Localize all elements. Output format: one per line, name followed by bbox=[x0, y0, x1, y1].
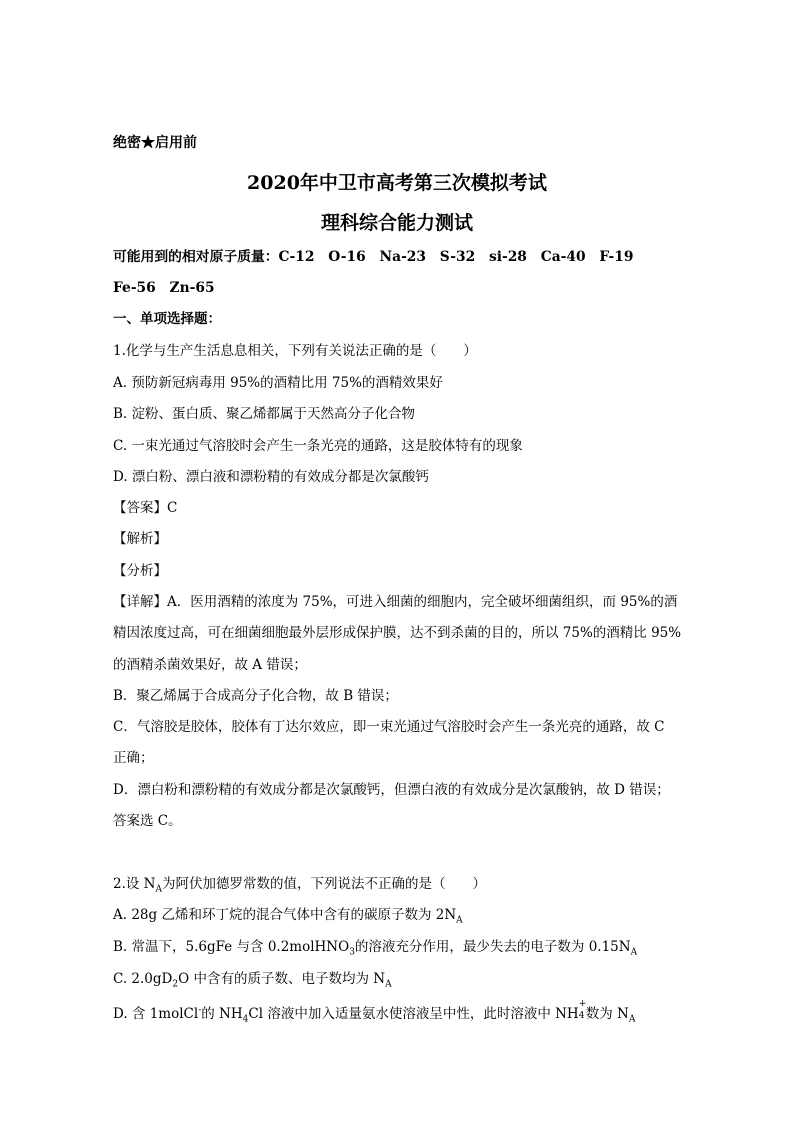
detail-line-5: C．气溶胶是胶体，胶体有丁达尔效应，即一束光通过气溶胶时会产生一条光亮的通路，故 C bbox=[113, 719, 665, 735]
q2-opt-d-sub: A bbox=[628, 1014, 636, 1025]
q2-opt-d-sub: 4 bbox=[242, 1014, 249, 1025]
q2-opt-a-sub: A bbox=[456, 915, 463, 926]
q2-stem-sub: A bbox=[155, 884, 162, 895]
q2-ion-charge bbox=[578, 999, 587, 1021]
q2-opt-b-sub: 3 bbox=[349, 947, 355, 958]
q2-ion-sup: + bbox=[578, 999, 587, 1009]
q2-opt-d-text: Cl 溶液中加入适量氨水使溶液呈中性，此时溶液中 NH bbox=[248, 1006, 579, 1022]
detail-line-2: 精因浓度过高，可在细菌细胞最外层形成保护膜，达不到杀菌的目的，所以 75%的酒精比 95% bbox=[113, 625, 682, 641]
answer-value: C bbox=[167, 500, 178, 516]
exam-subtitle: 理科综合能力测试 bbox=[320, 212, 473, 234]
question-2-option-a bbox=[113, 906, 463, 924]
q2-opt-d-text: 的 NH bbox=[201, 1006, 243, 1022]
confidential-label: 绝密★启用前 bbox=[113, 135, 197, 151]
q2-stem-part: 为阿伏加德罗常数的值，下列说法不正确的是（ ） bbox=[161, 876, 486, 892]
question-2-option-c bbox=[113, 970, 392, 988]
fenxi-tag: 【分析】 bbox=[113, 563, 167, 579]
q2-opt-c-text: C. 2.0gD bbox=[113, 971, 173, 987]
q2-opt-b-sub: A bbox=[630, 947, 638, 958]
detail-line-6: 正确； bbox=[113, 750, 154, 766]
detail-tag: 【详解】 bbox=[113, 594, 167, 610]
detail-line-7: D．漂白粉和漂粉精的有效成分都是次氯酸钙，但漂白液的有效成分是次氯酸钠，故 D 错误； bbox=[113, 782, 670, 798]
section-title: 一、单项选择题： bbox=[113, 311, 221, 327]
question-1-option-c: C. 一束光通过气溶胶时会产生一条光亮的通路，这是胶体特有的现象 bbox=[113, 438, 523, 454]
q2-opt-b-text: B. 常温下，5.6gFe 与含 0.2molHNO bbox=[113, 939, 350, 955]
question-1-stem: 1.化学与生产生活息息相关，下列有关说法正确的是（ ） bbox=[113, 343, 477, 359]
q2-opt-c-sub: A bbox=[385, 979, 392, 990]
exam-title: 2020年中卫市高考第三次模拟考试 bbox=[247, 172, 547, 194]
q2-opt-d-text: 数为 N bbox=[585, 1006, 629, 1022]
q2-opt-c-text: O 中含有的质子数、电子数均为 N bbox=[178, 971, 386, 987]
detail-line-8: 答案选 C。 bbox=[113, 813, 182, 829]
question-1-answer bbox=[113, 499, 177, 517]
analysis-tag: 【解析】 bbox=[113, 531, 167, 547]
q2-opt-a-text: A. 28g 乙烯和环丁烷的混合气体中含有的碳原子数为 2N bbox=[113, 907, 457, 923]
q2-ion-sub: 4 bbox=[578, 1011, 585, 1021]
question-1-option-b: B. 淀粉、蛋白质、聚乙烯都属于天然高分子化合物 bbox=[113, 406, 416, 422]
q2-stem-part: 2.设 N bbox=[113, 876, 156, 892]
detail-line-1 bbox=[113, 593, 677, 611]
question-1-option-d: D. 漂白粉、漂白液和漂粉精的有效成分都是次氯酸钙 bbox=[113, 469, 429, 485]
q2-opt-d-sup: - bbox=[198, 1005, 202, 1016]
question-2-option-d bbox=[113, 999, 636, 1025]
q2-opt-d-text: D. 含 1molCl bbox=[113, 1006, 199, 1022]
atomic-masses-line2: Fe-56 Zn-65 bbox=[113, 280, 215, 296]
q2-opt-c-sub: 2 bbox=[172, 979, 179, 990]
question-2-stem bbox=[113, 875, 486, 893]
answer-tag: 【答案】 bbox=[113, 500, 167, 516]
detail-line-3: 的酒精杀菌效果好，故 A 错误； bbox=[113, 657, 307, 673]
question-2-option-b bbox=[113, 938, 637, 956]
detail-text: A．医用酒精的浓度为 75%，可进入细菌的细胞内，完全破坏细菌组织，而 95%的酒 bbox=[167, 594, 678, 610]
atomic-masses-line1: 可能用到的相对原子质量：C-12 O-16 Na-23 S-32 si-28 Ca-40 F-19 bbox=[113, 249, 634, 265]
q2-opt-b-text: 的溶液充分作用，最少失去的电子数为 0.15N bbox=[354, 939, 631, 955]
detail-line-4: B．聚乙烯属于合成高分子化合物，故 B 错误； bbox=[113, 688, 398, 704]
question-1-option-a: A. 预防新冠病毒用 95%的酒精比用 75%的酒精效果好 bbox=[113, 375, 443, 391]
